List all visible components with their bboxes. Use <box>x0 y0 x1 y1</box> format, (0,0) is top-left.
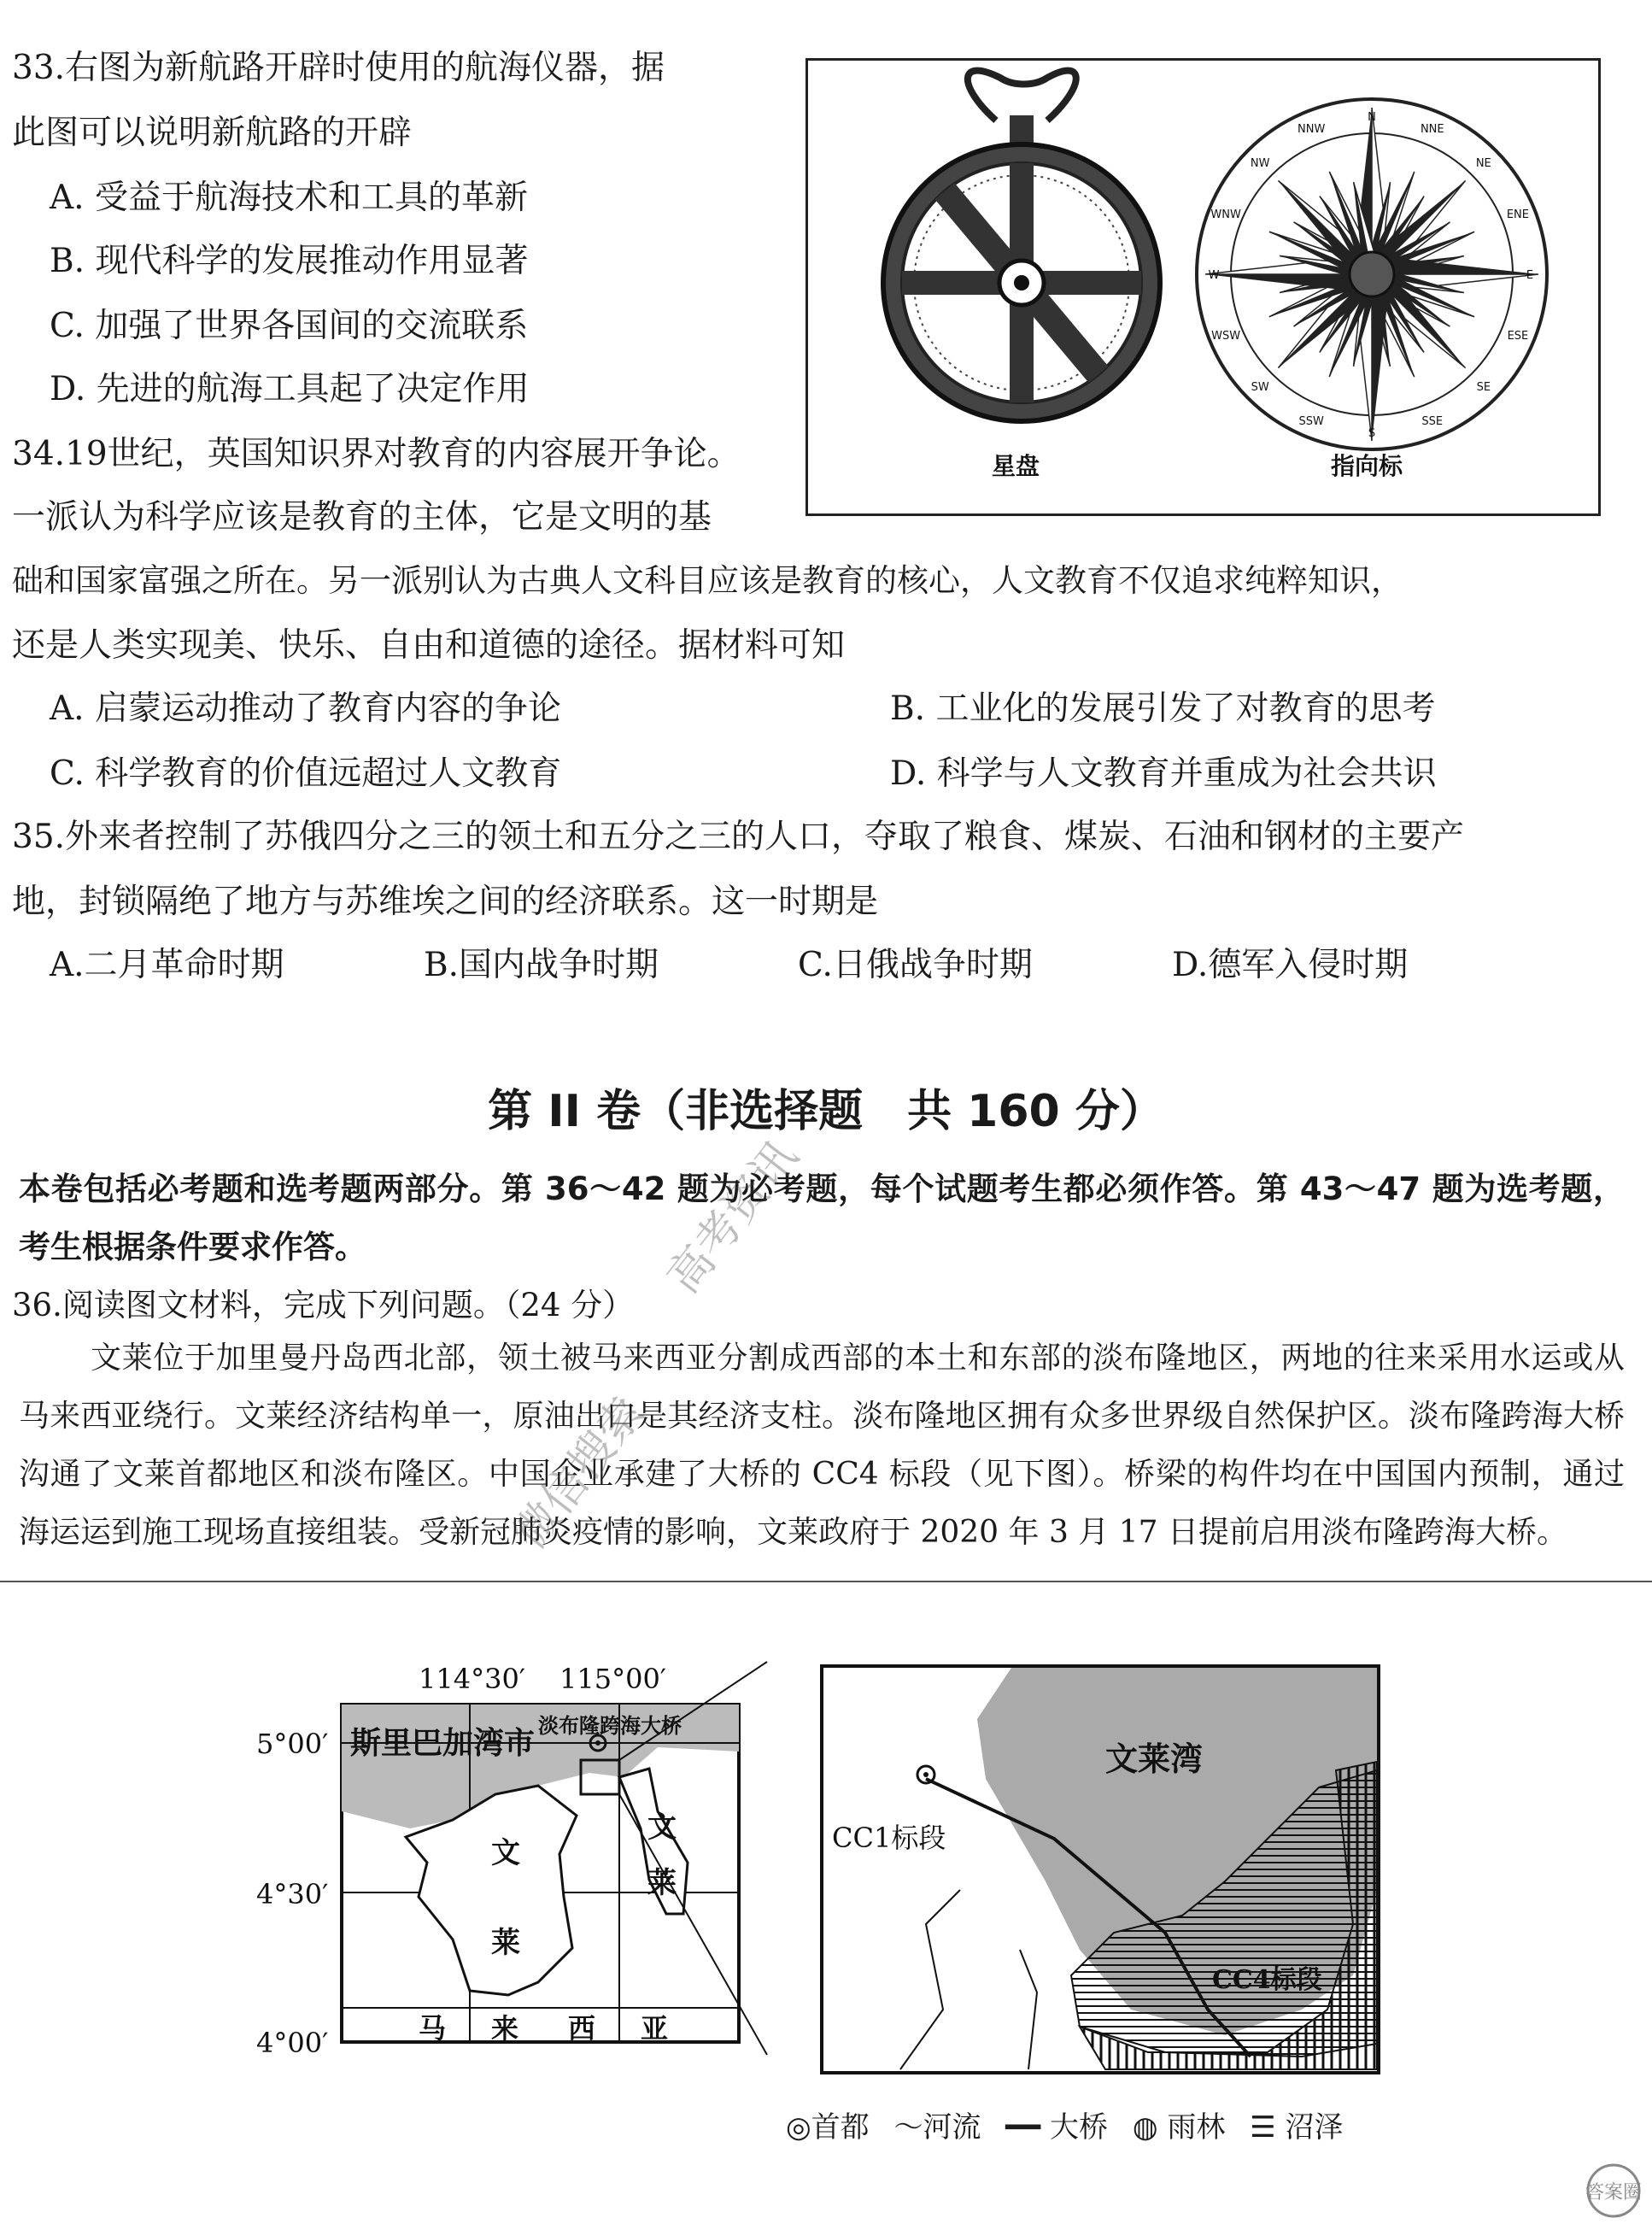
compass-point-label: SSE <box>1421 414 1444 428</box>
compass-point-label: ENE <box>1506 208 1529 222</box>
q35-option-c[interactable]: C.日俄战争时期 <box>798 946 1033 984</box>
watermark-2: 高考资讯 <box>658 1131 808 1303</box>
q33-option-c[interactable]: C. 加强了世界各国间的交流联系 <box>50 307 529 345</box>
cc4-label: CC4标段 <box>1212 1965 1322 1995</box>
legend-bridge: ━━ 大桥 <box>1005 2110 1109 2145</box>
lat-label-3: 4°00′ <box>256 2027 329 2059</box>
compass-point-label: NNE <box>1420 123 1444 137</box>
compass-label: 指向标 <box>1331 452 1403 480</box>
q36-stem: 36.阅读图文材料，完成下列问题。（24 分） <box>12 1287 635 1323</box>
malaysia-char4: 亚 <box>641 2012 669 2045</box>
compass-point-label: E <box>1526 269 1534 282</box>
compass-point-label: SW <box>1251 380 1269 394</box>
corner-logo-text: 答案圈 <box>1585 2182 1643 2203</box>
navigation-instruments-figure <box>805 58 1601 516</box>
lon-label-2: 115°00′ <box>559 1663 667 1695</box>
compass-point-label: S <box>1368 427 1376 440</box>
lon-label-1: 114°30′ <box>419 1663 526 1695</box>
q35-option-d[interactable]: D.德军入侵时期 <box>1172 946 1409 984</box>
legend-river: 〜河流 <box>893 2110 981 2145</box>
compass-point-label: NW <box>1250 157 1270 171</box>
bridge-detail-map <box>820 1664 1380 2074</box>
compass-point-label: ESE <box>1507 329 1529 343</box>
q34-stem-line2: 一派认为科学应该是教育的主体，它是文明的基 <box>12 498 712 537</box>
q33-stem-line2: 此图可以说明新航路的开辟 <box>12 114 413 152</box>
compass-point-label: WNW <box>1210 208 1241 222</box>
brunei-west-char2: 莱 <box>491 1926 520 1960</box>
brunei-east-char1: 文 <box>647 1810 677 1845</box>
map-legend <box>786 2109 1358 2146</box>
compass-rose-icon <box>1197 99 1547 449</box>
q35-option-b[interactable]: B.国内战争时期 <box>424 946 659 984</box>
detail-map-svg <box>823 1668 1377 2071</box>
section-instructions <box>19 1160 1625 1276</box>
q34-option-b[interactable]: B. 工业化的发展引发了对教育的思考 <box>890 689 1436 728</box>
q34-stem-line4: 还是人类实现美、快乐、自由和道德的途径。据材料可知 <box>12 626 846 665</box>
astrolabe-label: 星盘 <box>992 452 1040 480</box>
cc1-label: CC1标段 <box>832 1822 946 1854</box>
astrolabe-icon <box>883 71 1160 421</box>
section-title: 第 II 卷（非选择题 共 160 分） <box>488 1086 1164 1137</box>
q36-material <box>19 1329 1625 1562</box>
instruments-svg <box>808 61 1598 513</box>
malaysia-char1: 马 <box>419 2012 447 2045</box>
divider <box>0 1581 1652 1582</box>
brunei-west-char1: 文 <box>491 1836 520 1870</box>
capital-label: 斯里巴加湾市 <box>350 1725 536 1761</box>
q33-option-d[interactable]: D. 先进的航海工具起了决定作用 <box>50 370 530 408</box>
bay-label: 文莱湾 <box>1105 1740 1204 1778</box>
q34-stem-line1: 34.19世纪，英国知识界对教育的内容展开争论。 <box>12 435 741 473</box>
lat-label-1: 5°00′ <box>256 1728 329 1760</box>
brunei-east-char2: 莱 <box>647 1866 677 1900</box>
compass-point-label: SE <box>1476 380 1491 394</box>
q35-stem-line1: 35.外来者控制了苏俄四分之三的领土和五分之三的人口，夺取了粮食、煤炭、石油和钢材的主要产 <box>12 818 1465 856</box>
corner-logo <box>1575 2161 1652 2221</box>
compass-point-label: NE <box>1475 157 1491 171</box>
watermark-1: 微信搜索 <box>504 1388 654 1559</box>
q33-option-b[interactable]: B. 现代科学的发展推动作用显著 <box>50 242 529 280</box>
corner-logo-icon <box>1575 2161 1652 2221</box>
compass-point-label: NNW <box>1298 123 1326 137</box>
q35-option-a[interactable]: A.二月革命时期 <box>50 946 284 984</box>
q34-option-d[interactable]: D. 科学与人文教育并重成为社会共识 <box>890 754 1437 793</box>
q33-stem-line1: 33.右图为新航路开辟时使用的航海仪器，据 <box>12 49 665 87</box>
malaysia-char3: 西 <box>568 2012 596 2045</box>
q35-stem-line2: 地，封锁隔绝了地方与苏维埃之间的经济联系。这一时期是 <box>12 883 879 921</box>
bridge-label: 淡布隆跨海大桥 <box>538 1713 682 1738</box>
legend-swamp: ☰ 沼泽 <box>1250 2110 1344 2145</box>
q34-stem-line3: 础和国家富强之所在。另一派别认为古典人文科目应该是教育的核心，人文教育不仅追求纯粹知识， <box>12 562 1403 599</box>
lat-label-2: 4°30′ <box>256 1878 329 1910</box>
compass-point-label: W <box>1208 269 1220 282</box>
q34-option-a[interactable]: A. 启蒙运动推动了教育内容的争论 <box>50 689 561 728</box>
overview-map-svg <box>256 1658 769 2059</box>
compass-point-label: SSW <box>1298 414 1324 428</box>
legend-rainforest: ◍ 雨林 <box>1132 2110 1226 2145</box>
section-instructions-text: 本卷包括必考题和选考题两部分。第 36～42 题为必考题，每个试题考生都必须作答。第 43～47 题为选考题，考生根据条件要求作答。 <box>19 1171 1625 1265</box>
brunei-overview-map <box>256 1658 769 2059</box>
q34-option-c[interactable]: C. 科学教育的价值远超过人文教育 <box>50 754 562 793</box>
q36-paragraph: 文莱位于加里曼丹岛西北部，领土被马来西亚分割成西部的本土和东部的淡布隆地区，两地的往来采用水运或从马来西亚绕行。文莱经济结构单一，原油出口是其经济支柱。淡布隆地区拥有众多世界级自然保护区。淡布隆跨海大桥沟通了文莱首都地区和淡布隆区。中国企业承建了大桥的 CC4 标段（见下图）。桥梁的构件均在中国国内预制，通过海运运到施工现场直接组装。受新冠肺炎疫情的影响，文莱政府于 2020 年 3 月 17 日提前启用淡布隆跨海大桥。 <box>19 1341 1625 1550</box>
q33-option-a[interactable]: A. 受益于航海技术和工具的革新 <box>50 179 528 217</box>
malaysia-char2: 来 <box>491 2012 519 2045</box>
legend-capital: ◎首都 <box>786 2110 870 2145</box>
compass-point-label: WSW <box>1211 329 1241 343</box>
compass-point-label: N <box>1368 111 1376 124</box>
